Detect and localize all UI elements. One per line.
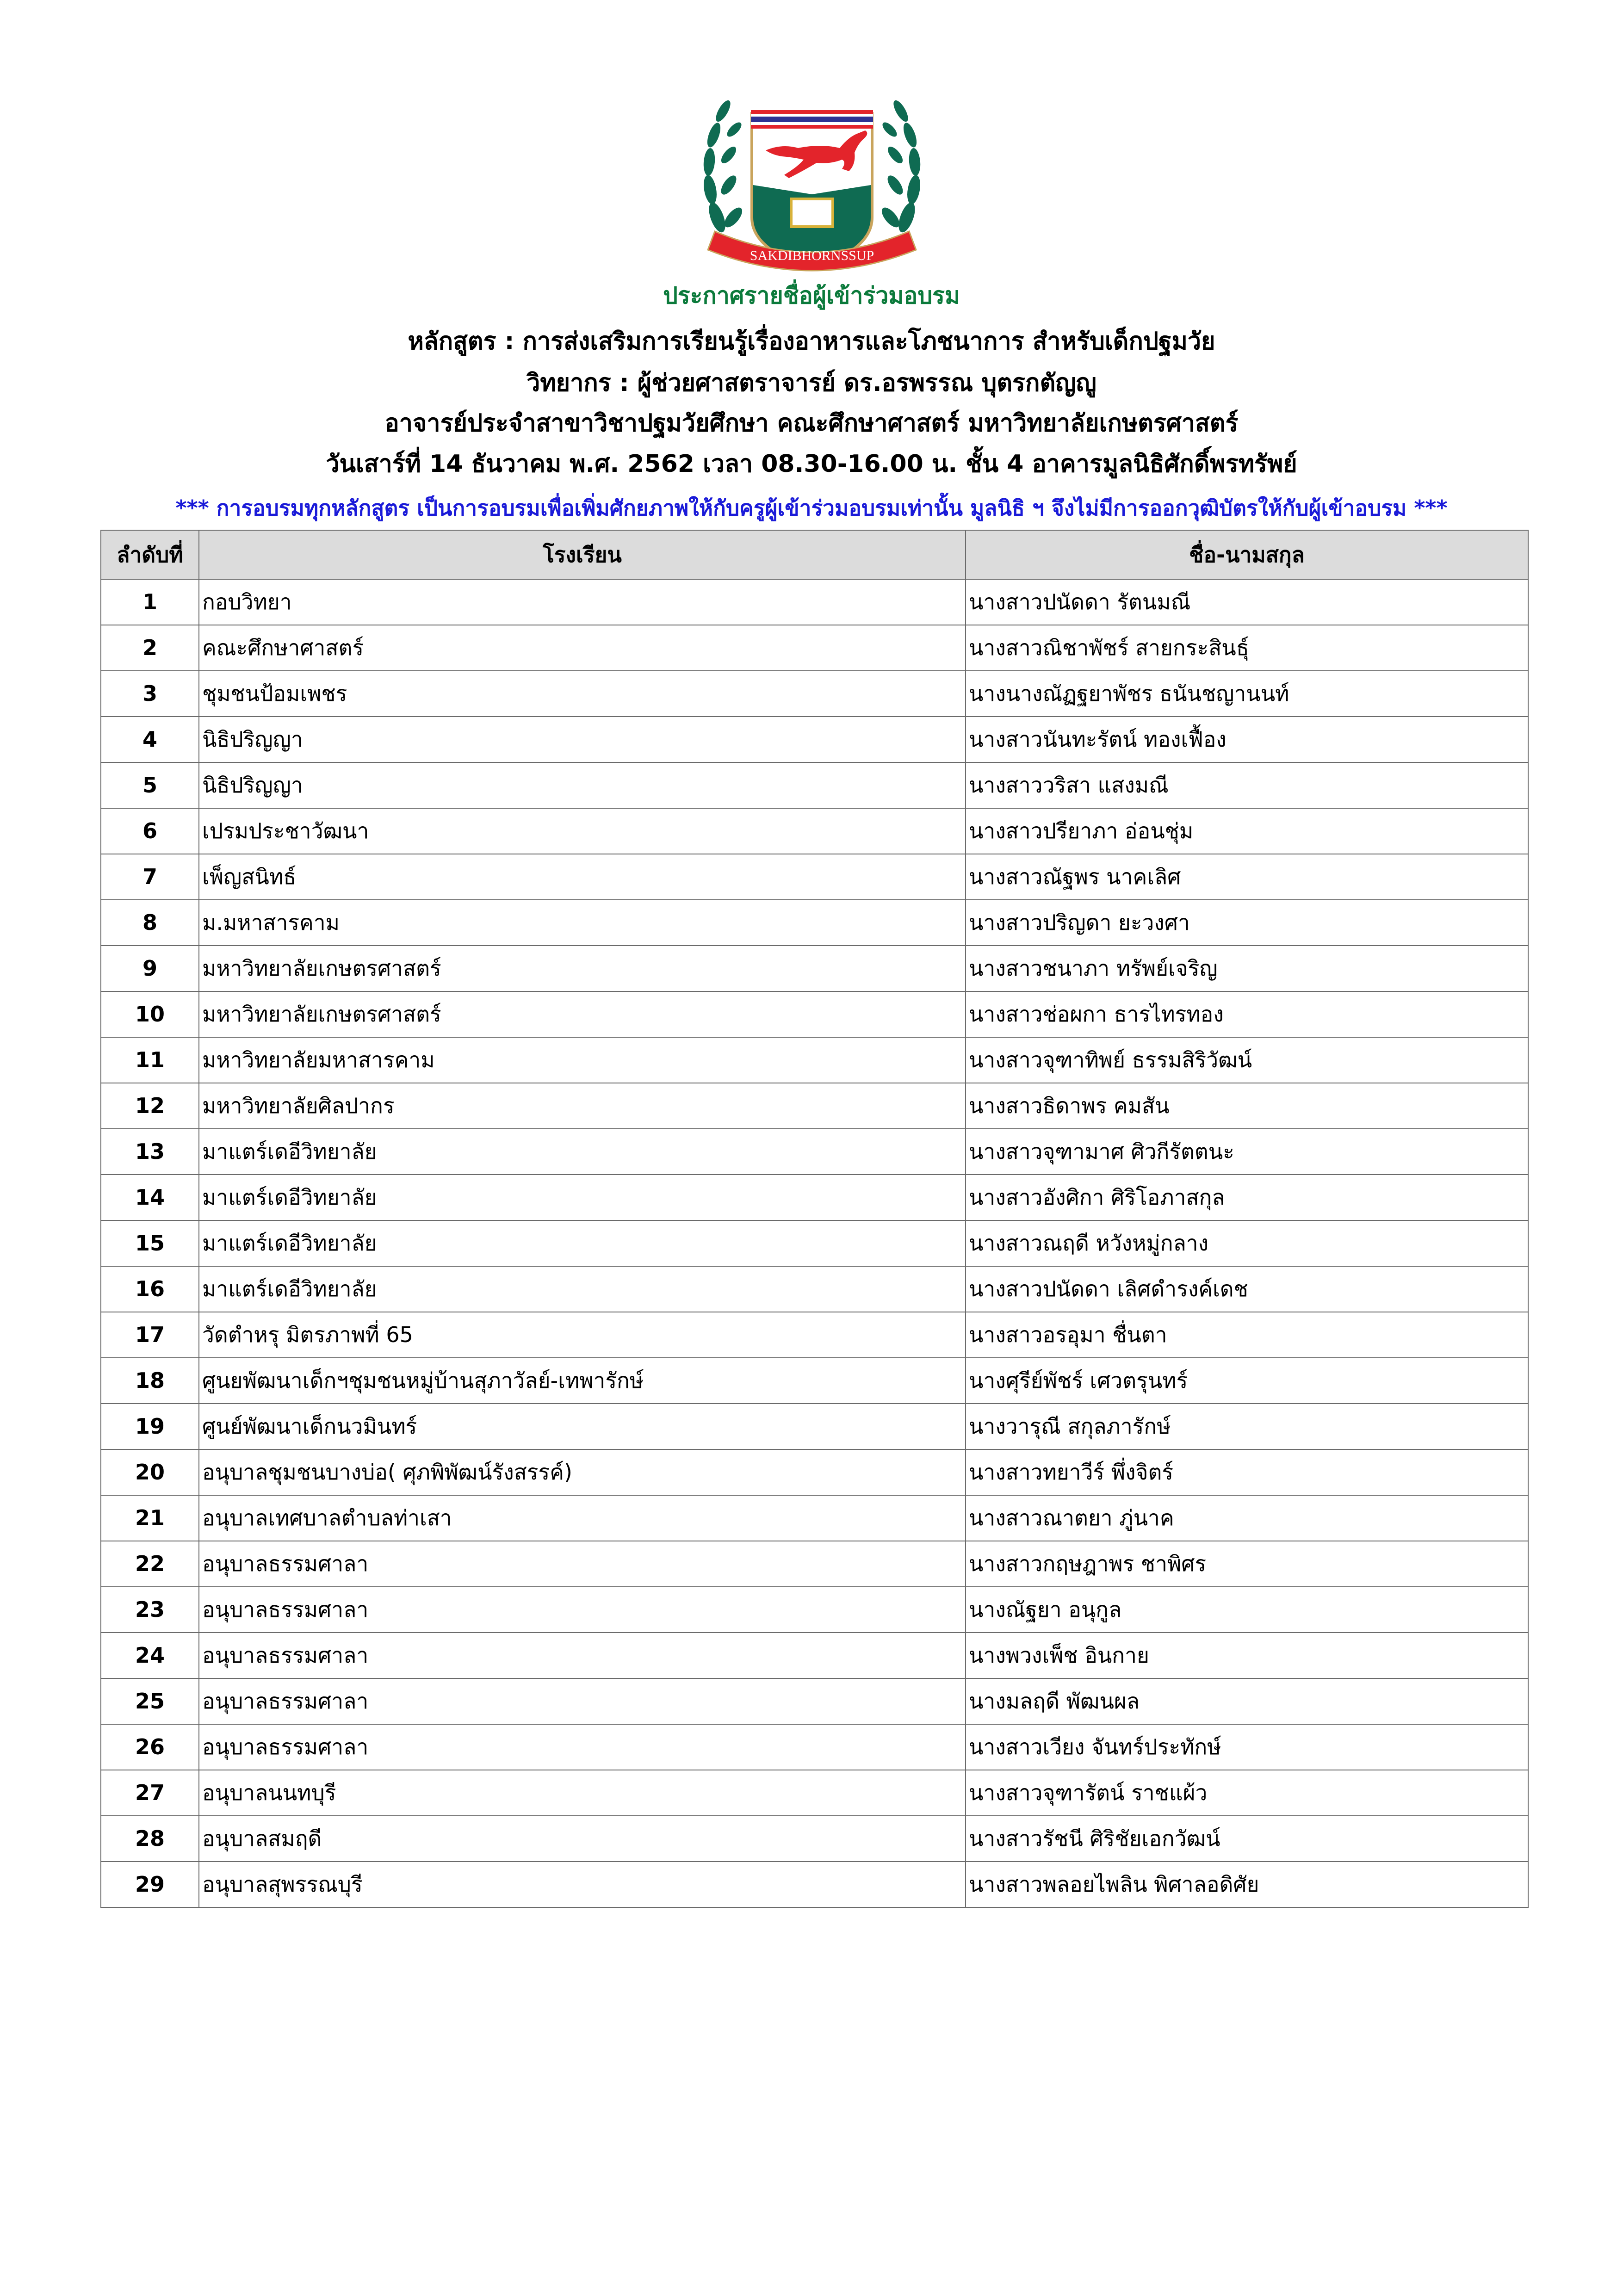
row-number: 29 (101, 1862, 199, 1907)
row-school: อนุบาลเทศบาลตำบลท่าเสา (199, 1495, 966, 1541)
row-school: มหาวิทยาลัยศิลปากร (199, 1083, 966, 1129)
row-school: เปรมประชาวัฒนา (199, 808, 966, 854)
row-number: 14 (101, 1175, 199, 1220)
row-participant-name: นางสาวปริญดา ยะวงศา (966, 900, 1528, 946)
table-row (101, 1495, 1528, 1541)
table-row (101, 1037, 1528, 1083)
table-row (101, 1724, 1528, 1770)
row-number: 23 (101, 1587, 199, 1633)
row-participant-name: นางสาวอังศิกา ศิริโอภาสกุล (966, 1175, 1528, 1220)
row-participant-name: นางสาวอรอุมา ชื่นตา (966, 1312, 1528, 1358)
row-school: กอบวิทยา (199, 579, 966, 625)
table-row (101, 1266, 1528, 1312)
row-number: 6 (101, 808, 199, 854)
laurel-right-icon (879, 98, 922, 234)
column-header-name: ชื่อ-นามสกุล (966, 530, 1528, 579)
row-number: 1 (101, 579, 199, 625)
lecturer-line: วิทยากร : ผู้ช่วยศาสตราจารย์ ดร.อรพรรณ บุตรกตัญญู (527, 369, 1096, 397)
table-row (101, 1816, 1528, 1862)
column-header-number: ลำดับที่ (101, 530, 199, 579)
row-school: นิธิปริญญา (199, 717, 966, 762)
table-row (101, 762, 1528, 808)
row-number: 8 (101, 900, 199, 946)
book-icon (791, 199, 833, 227)
table-row (101, 1175, 1528, 1220)
row-number: 9 (101, 946, 199, 991)
row-participant-name: นางสาวทยาวีร์ พึ่งจิตร์ (966, 1449, 1528, 1495)
row-participant-name: นางศุรีย์พัชร์ เศวตรุนทร์ (966, 1358, 1528, 1404)
row-participant-name: นางสาวเวียง จันทร์ประทักษ์ (966, 1724, 1528, 1770)
row-participant-name: นางสาวจุฑามาศ ศิวกีรัตตนะ (966, 1129, 1528, 1175)
row-number: 22 (101, 1541, 199, 1587)
row-participant-name: นางสาวช่อผกา ธารไทรทอง (966, 991, 1528, 1037)
row-school: อนุบาลชุมชนบางบ่อ( ศุภพิพัฒน์รังสรรค์) (199, 1449, 966, 1495)
row-participant-name: นางสาวกฤษฎาพร ชาพิศร (966, 1541, 1528, 1587)
row-school: มาแตร์เดอีวิทยาลัย (199, 1220, 966, 1266)
row-school: นิธิปริญญา (199, 762, 966, 808)
row-school: อนุบาลนนทบุรี (199, 1770, 966, 1816)
row-number: 13 (101, 1129, 199, 1175)
row-number: 7 (101, 854, 199, 900)
row-school: อนุบาลสุพรรณบุรี (199, 1862, 966, 1907)
table-row (101, 579, 1528, 625)
row-school: อนุบาลธรรมศาลา (199, 1724, 966, 1770)
participants-table (100, 530, 1529, 1908)
row-number: 10 (101, 991, 199, 1037)
row-school: เพ็ญสนิทธ์ (199, 854, 966, 900)
row-number: 16 (101, 1266, 199, 1312)
row-school: วัดตำหรุ มิตรภาพที่ 65 (199, 1312, 966, 1358)
row-school: มาแตร์เดอีวิทยาลัย (199, 1175, 966, 1220)
table-row (101, 1678, 1528, 1724)
table-row (101, 991, 1528, 1037)
row-number: 15 (101, 1220, 199, 1266)
row-number: 12 (101, 1083, 199, 1129)
row-school: ศูนยพัฒนาเด็กฯชุมชนหมู่บ้านสุภาวัลย์-เทพารักษ์ (199, 1358, 966, 1404)
row-number: 5 (101, 762, 199, 808)
row-participant-name: นางสาวจุฑารัตน์ ราชแผ้ว (966, 1770, 1528, 1816)
table-row (101, 808, 1528, 854)
row-school: มาแตร์เดอีวิทยาลัย (199, 1129, 966, 1175)
row-school: ศูนย์พัฒนาเด็กนวมินทร์ (199, 1404, 966, 1449)
row-number: 2 (101, 625, 199, 671)
row-number: 4 (101, 717, 199, 762)
row-participant-name: นางมลฤดี พัฒนผล (966, 1678, 1528, 1724)
table-row (101, 1358, 1528, 1404)
table-row (101, 900, 1528, 946)
table-row (101, 1633, 1528, 1678)
row-number: 18 (101, 1358, 199, 1404)
row-participant-name: นางสาวณิชาพัชร์ สายกระสินธุ์ (966, 625, 1528, 671)
row-participant-name: นางวารุณี สกุลภารักษ์ (966, 1404, 1528, 1449)
table-row (101, 1083, 1528, 1129)
row-number: 24 (101, 1633, 199, 1678)
row-participant-name: นางณัฐยา อนุกูล (966, 1587, 1528, 1633)
row-number: 27 (101, 1770, 199, 1816)
row-participant-name: นางพวงเพ็ช อินกาย (966, 1633, 1528, 1678)
row-participant-name: นางสาวณาตยา ภู่นาค (966, 1495, 1528, 1541)
foundation-logo (682, 79, 942, 278)
row-school: อนุบาลธรรมศาลา (199, 1587, 966, 1633)
row-number: 17 (101, 1312, 199, 1358)
row-number: 26 (101, 1724, 199, 1770)
row-participant-name: นางนางณัฏฐยาพัชร ธนันชญานนท์ (966, 671, 1528, 717)
row-number: 19 (101, 1404, 199, 1449)
logo-wordmark: SAKDIBHORNSSUP (750, 248, 874, 263)
row-participant-name: นางสาวนันทะรัตน์ ทองเฟื้อง (966, 717, 1528, 762)
row-school: ชุมชนป้อมเพชร (199, 671, 966, 717)
row-participant-name: นางสาวชนาภา ทรัพย์เจริญ (966, 946, 1528, 991)
row-participant-name: นางสาวปนัดดา รัตนมณี (966, 579, 1528, 625)
announcement-title: ประกาศรายชื่อผู้เข้าร่วมอบรม (663, 282, 960, 309)
table-row (101, 1862, 1528, 1907)
table-row (101, 1449, 1528, 1495)
row-participant-name: นางสาวณัฐพร นาคเลิศ (966, 854, 1528, 900)
table-row (101, 1220, 1528, 1266)
course-title: หลักสูตร : การส่งเสริมการเรียนรู้เรื่องอาหารและโภชนาการ สำหรับเด็กปฐมวัย (408, 328, 1215, 355)
table-row (101, 1770, 1528, 1816)
table-header-row (101, 530, 1528, 579)
row-school: มหาวิทยาลัยมหาสารคาม (199, 1037, 966, 1083)
row-school: มาแตร์เดอีวิทยาลัย (199, 1266, 966, 1312)
row-participant-name: นางสาวพลอยไพลิน พิศาลอดิศัย (966, 1862, 1528, 1907)
row-participant-name: นางสาวรัชนี ศิริชัยเอกวัฒน์ (966, 1816, 1528, 1862)
row-participant-name: นางสาววริสา แสงมณี (966, 762, 1528, 808)
row-number: 21 (101, 1495, 199, 1541)
table-row (101, 1312, 1528, 1358)
row-number: 20 (101, 1449, 199, 1495)
row-number: 28 (101, 1816, 199, 1862)
table-row (101, 854, 1528, 900)
row-participant-name: นางสาวปรียาภา อ่อนชุ่ม (966, 808, 1528, 854)
thai-flag-stripes-icon (751, 110, 873, 129)
row-participant-name: นางสาวณฤดี หวังหมู่กลาง (966, 1220, 1528, 1266)
row-school: มหาวิทยาลัยเกษตรศาสตร์ (199, 946, 966, 991)
row-school: อนุบาลธรรมศาลา (199, 1678, 966, 1724)
table-row (101, 717, 1528, 762)
row-number: 25 (101, 1678, 199, 1724)
row-school: อนุบาลธรรมศาลา (199, 1633, 966, 1678)
row-participant-name: นางสาวปนัดดา เลิศดำรงค์เดช (966, 1266, 1528, 1312)
laurel-left-icon (702, 98, 745, 234)
schedule-line: วันเสาร์ที่ 14 ธันวาคม พ.ศ. 2562 เวลา 08.30-16.00 น. ชั้น 4 อาคารมูลนิธิศักดิ์พรทรัพย์ (326, 450, 1297, 478)
table-row (101, 1129, 1528, 1175)
table-row (101, 671, 1528, 717)
column-header-school: โรงเรียน (199, 530, 966, 579)
table-row (101, 1404, 1528, 1449)
table-row (101, 946, 1528, 991)
row-school: อนุบาลสมฤดี (199, 1816, 966, 1862)
row-participant-name: นางสาวธิดาพร คมสัน (966, 1083, 1528, 1129)
certificate-notice: *** การอบรมทุกหลักสูตร เป็นการอบรมเพื่อเพิ่มศักยภาพให้กับครูผู้เข้าร่วมอบรมเท่านั้น มูลนิธิ ฯ จึงไม่มีการออกวุฒิบัตรให้กับผู้เข้าอบรม *** (175, 495, 1448, 520)
row-number: 3 (101, 671, 199, 717)
row-participant-name: นางสาวจุฑาทิพย์ ธรรมสิริวัฒน์ (966, 1037, 1528, 1083)
row-school: มหาวิทยาลัยเกษตรศาสตร์ (199, 991, 966, 1037)
row-school: ม.มหาสารคาม (199, 900, 966, 946)
row-school: คณะศึกษาศาสตร์ (199, 625, 966, 671)
affiliation-line: อาจารย์ประจำสาขาวิชาปฐมวัยศึกษา คณะศึกษาศาสตร์ มหาวิทยาลัยเกษตรศาสตร์ (384, 409, 1239, 437)
table-row (101, 1587, 1528, 1633)
row-number: 11 (101, 1037, 199, 1083)
row-school: อนุบาลธรรมศาลา (199, 1541, 966, 1587)
table-row (101, 625, 1528, 671)
table-row (101, 1541, 1528, 1587)
